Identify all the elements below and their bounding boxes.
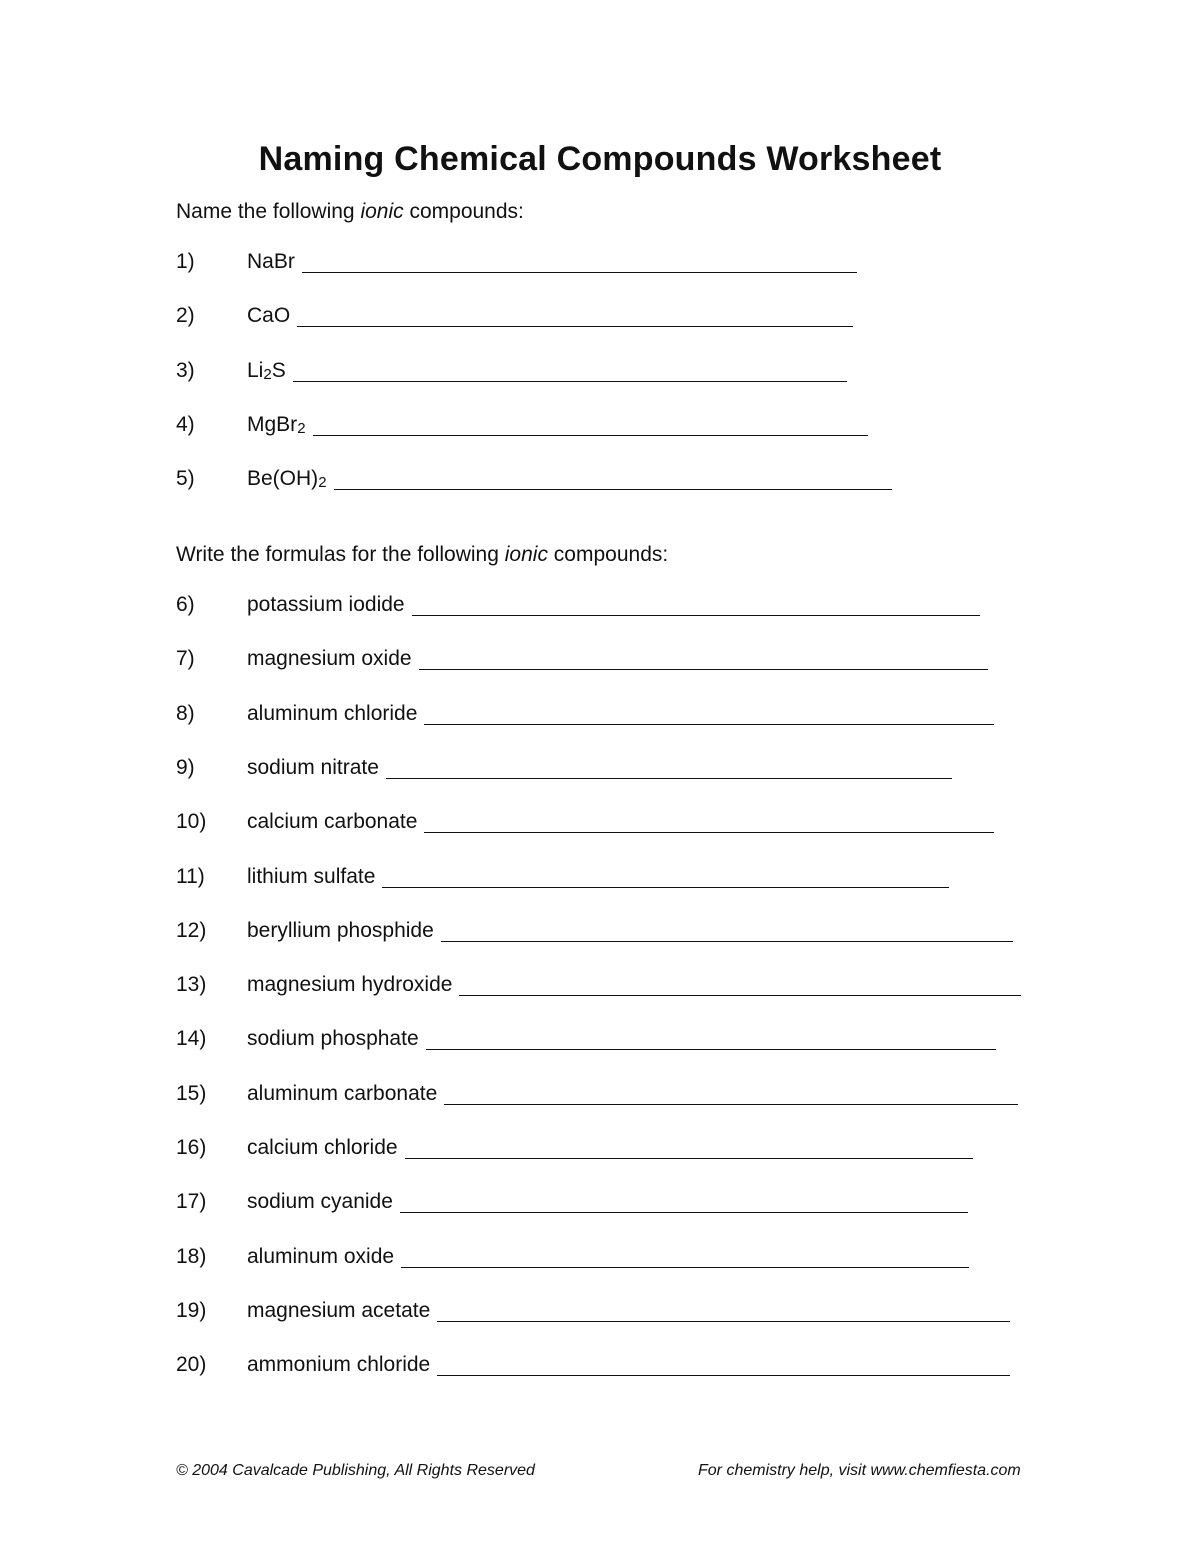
question-item — [176, 861, 1200, 891]
question-formula — [247, 250, 295, 274]
question-number: 4) — [176, 413, 195, 436]
footer-help: For chemistry help, visit www.chemfiesta.com — [698, 1462, 1021, 1479]
question-formula — [247, 413, 306, 437]
question-item — [176, 409, 1200, 439]
answer-blank[interactable] — [313, 435, 868, 436]
question-label: sodium phosphate — [247, 1027, 419, 1050]
page-title: Naming Chemical Compounds Worksheet — [258, 140, 942, 178]
question-item — [176, 1349, 1200, 1379]
instruction-prefix: Write the formulas for the following — [176, 543, 505, 566]
question-label: magnesium hydroxide — [247, 973, 453, 996]
answer-blank[interactable] — [424, 724, 994, 725]
question-number: 12) — [176, 919, 207, 942]
answer-blank[interactable] — [424, 832, 994, 833]
formula-subscript: 2 — [263, 366, 272, 383]
question-item — [176, 1132, 1200, 1162]
question-label: calcium chloride — [247, 1136, 398, 1159]
answer-blank[interactable] — [401, 1267, 969, 1268]
question-formula — [247, 467, 327, 491]
question-label: aluminum chloride — [247, 702, 418, 725]
question-item — [176, 969, 1200, 999]
answer-blank[interactable] — [297, 326, 853, 327]
question-number: 9) — [176, 756, 195, 779]
question-item — [176, 1241, 1200, 1271]
question-number: 17) — [176, 1190, 207, 1213]
question-number: 8) — [176, 702, 195, 725]
formula-text: S — [271, 359, 286, 382]
question-item — [176, 698, 1200, 728]
answer-blank[interactable] — [419, 669, 988, 670]
question-label: potassium iodide — [247, 593, 405, 616]
instruction-emphasis: ionic — [504, 543, 548, 566]
question-number: 5) — [176, 467, 195, 490]
question-number: 14) — [176, 1027, 207, 1050]
answer-blank[interactable] — [437, 1321, 1010, 1322]
answer-blank[interactable] — [437, 1375, 1010, 1376]
question-label: aluminum carbonate — [247, 1082, 438, 1105]
question-number: 13) — [176, 973, 207, 996]
question-number: 7) — [176, 647, 195, 670]
question-number: 18) — [176, 1245, 207, 1268]
question-number: 16) — [176, 1136, 207, 1159]
footer-copyright: © 2004 Cavalcade Publishing, All Rights Reserved — [176, 1462, 535, 1479]
instruction-name-ionic — [176, 200, 524, 224]
question-item — [176, 1023, 1200, 1053]
formula-text: Li — [247, 359, 264, 382]
answer-blank[interactable] — [382, 887, 949, 888]
question-item — [176, 752, 1200, 782]
question-formula — [247, 304, 290, 328]
formula-subscript: 2 — [318, 474, 327, 491]
instruction-suffix: compounds: — [403, 200, 524, 223]
instruction-formulas-ionic — [176, 543, 668, 567]
question-number: 20) — [176, 1353, 207, 1376]
question-label: beryllium phosphide — [247, 919, 434, 942]
formula-subscript: 2 — [297, 420, 306, 437]
answer-blank[interactable] — [386, 778, 952, 779]
question-number: 10) — [176, 810, 207, 833]
question-item — [176, 1078, 1200, 1108]
answer-blank[interactable] — [441, 941, 1013, 942]
question-formula — [247, 359, 286, 383]
question-item — [176, 463, 1200, 493]
question-number: 15) — [176, 1082, 207, 1105]
formula-text: MgBr — [247, 413, 298, 436]
answer-blank[interactable] — [400, 1212, 968, 1213]
instruction-suffix: compounds: — [547, 543, 669, 566]
question-item — [176, 643, 1200, 673]
answer-blank[interactable] — [412, 615, 980, 616]
answer-blank[interactable] — [444, 1104, 1018, 1105]
answer-blank[interactable] — [459, 995, 1021, 996]
question-item — [176, 915, 1200, 945]
question-number: 6) — [176, 593, 195, 616]
question-label: aluminum oxide — [247, 1245, 395, 1268]
formula-text: Be(OH) — [247, 467, 319, 490]
question-number: 2) — [176, 304, 195, 327]
question-label: sodium cyanide — [247, 1190, 393, 1213]
question-item — [176, 589, 1200, 619]
question-label: magnesium oxide — [247, 647, 412, 670]
question-item — [176, 1295, 1200, 1325]
question-label: magnesium acetate — [247, 1299, 431, 1322]
question-label: calcium carbonate — [247, 810, 418, 833]
question-label: sodium nitrate — [247, 756, 379, 779]
question-item — [176, 355, 1200, 385]
answer-blank[interactable] — [293, 381, 847, 382]
question-label: ammonium chloride — [247, 1353, 431, 1376]
question-number: 11) — [176, 865, 205, 888]
question-item — [176, 300, 1200, 330]
instruction-emphasis: ionic — [360, 200, 404, 223]
formula-text: NaBr — [247, 250, 295, 273]
answer-blank[interactable] — [405, 1158, 973, 1159]
question-label: lithium sulfate — [247, 865, 376, 888]
answer-blank[interactable] — [334, 489, 892, 490]
question-item — [176, 246, 1200, 276]
answer-blank[interactable] — [302, 272, 857, 273]
formula-text: CaO — [247, 304, 291, 327]
question-number: 19) — [176, 1299, 207, 1322]
question-number: 3) — [176, 359, 195, 382]
answer-blank[interactable] — [426, 1049, 996, 1050]
instruction-prefix: Name the following — [176, 200, 361, 223]
question-item — [176, 806, 1200, 836]
question-number: 1) — [176, 250, 195, 273]
question-item — [176, 1186, 1200, 1216]
